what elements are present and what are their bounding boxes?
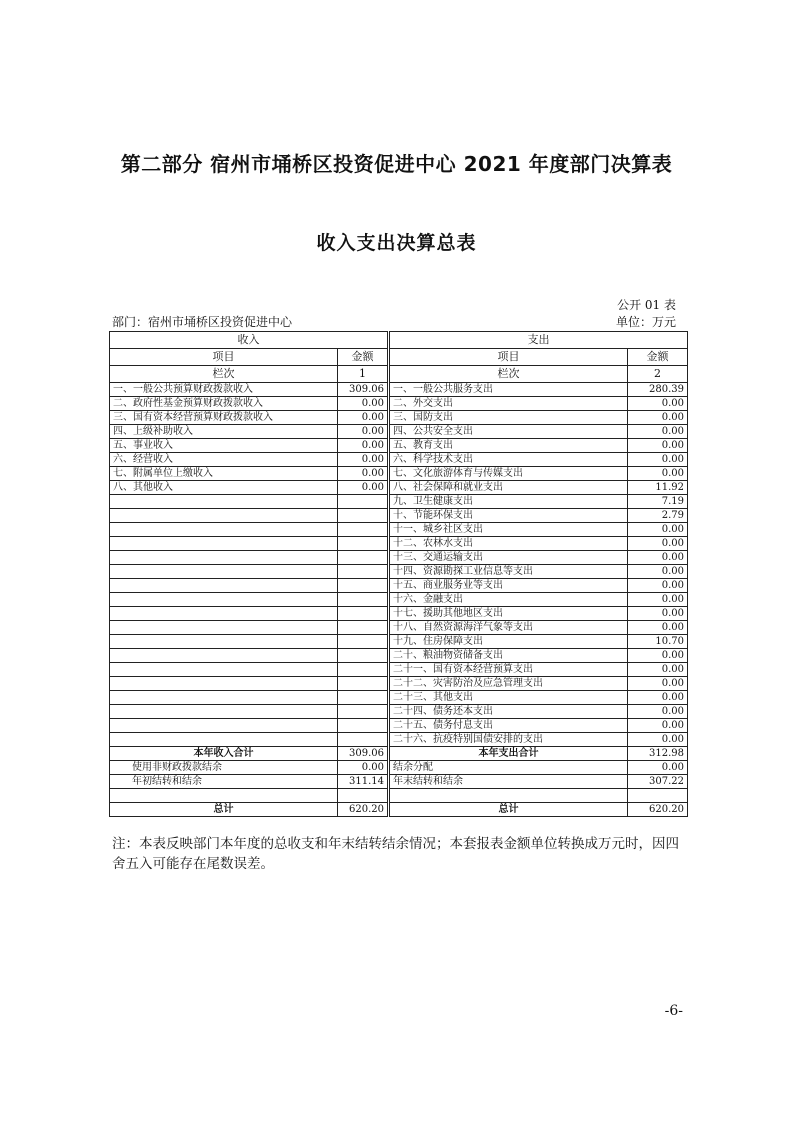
table-row bbox=[110, 705, 688, 719]
expense-total-label: 本年支出合计 bbox=[389, 747, 628, 761]
budget-table bbox=[109, 331, 688, 817]
table-row bbox=[110, 621, 688, 635]
expense-amount: 0.00 bbox=[628, 551, 688, 565]
income-item bbox=[110, 677, 338, 691]
table-row bbox=[110, 411, 688, 425]
table-row bbox=[110, 551, 688, 565]
income-item bbox=[110, 621, 338, 635]
column-label-income: 栏次 bbox=[110, 366, 338, 383]
expense-item: 二十、粮油物资储备支出 bbox=[389, 649, 628, 663]
income-amount bbox=[338, 705, 389, 719]
nonfiscal-label: 使用非财政拨款结余 bbox=[110, 761, 338, 775]
table-row bbox=[110, 565, 688, 579]
expense-amount: 0.00 bbox=[628, 523, 688, 537]
expense-item: 五、教育支出 bbox=[389, 439, 628, 453]
department-label: 部门：宿州市埇桥区投资促进中心 bbox=[112, 315, 293, 329]
income-total-value: 309.06 bbox=[338, 747, 389, 761]
income-amount bbox=[338, 565, 389, 579]
table-row bbox=[110, 509, 688, 523]
income-total-label: 本年收入合计 bbox=[110, 747, 338, 761]
income-item bbox=[110, 537, 338, 551]
income-item bbox=[110, 565, 338, 579]
expense-amount: 0.00 bbox=[628, 397, 688, 411]
expense-amount: 0.00 bbox=[628, 439, 688, 453]
income-amount bbox=[338, 663, 389, 677]
end-balance-value: 307.22 bbox=[628, 775, 688, 789]
page-title: 第二部分 宿州市埇桥区投资促进中心 2021 年度部门决算表 bbox=[120, 152, 673, 176]
expense-item: 十、节能环保支出 bbox=[389, 509, 628, 523]
expense-item: 三、国防支出 bbox=[389, 411, 628, 425]
expense-item: 十六、金融支出 bbox=[389, 593, 628, 607]
expense-item: 二十一、国有资本经营预算支出 bbox=[389, 663, 628, 677]
table-row bbox=[110, 649, 688, 663]
expense-total-value: 312.98 bbox=[628, 747, 688, 761]
income-amount: 0.00 bbox=[338, 425, 389, 439]
income-item: 七、附属单位上缴收入 bbox=[110, 467, 338, 481]
blank-cell bbox=[389, 789, 628, 803]
income-amount bbox=[338, 691, 389, 705]
expense-item: 一、一般公共服务支出 bbox=[389, 383, 628, 397]
column-number-1: 1 bbox=[338, 366, 389, 383]
income-item bbox=[110, 523, 338, 537]
table-row bbox=[110, 663, 688, 677]
column-number-2: 2 bbox=[628, 366, 688, 383]
income-item bbox=[110, 705, 338, 719]
expense-amount: 0.00 bbox=[628, 691, 688, 705]
income-amount: 0.00 bbox=[338, 439, 389, 453]
expense-amount: 0.00 bbox=[628, 537, 688, 551]
expense-item: 十七、援助其他地区支出 bbox=[389, 607, 628, 621]
expense-amount: 0.00 bbox=[628, 649, 688, 663]
expense-amount: 280.39 bbox=[628, 383, 688, 397]
income-amount bbox=[338, 579, 389, 593]
expense-item: 六、科学技术支出 bbox=[389, 453, 628, 467]
income-amount bbox=[338, 677, 389, 691]
table-row bbox=[110, 691, 688, 705]
income-item: 五、事业收入 bbox=[110, 439, 338, 453]
income-amount bbox=[338, 509, 389, 523]
income-amount bbox=[338, 523, 389, 537]
income-grand-total-label: 总计 bbox=[110, 803, 338, 817]
blank-cell bbox=[338, 789, 389, 803]
table-row bbox=[110, 635, 688, 649]
income-amount: 0.00 bbox=[338, 397, 389, 411]
income-amount bbox=[338, 607, 389, 621]
table-row bbox=[110, 537, 688, 551]
table-row bbox=[110, 579, 688, 593]
expense-amount: 10.70 bbox=[628, 635, 688, 649]
begin-balance-value: 311.14 bbox=[338, 775, 389, 789]
expense-amount: 0.00 bbox=[628, 607, 688, 621]
income-item: 三、国有资本经营预算财政拨款收入 bbox=[110, 411, 338, 425]
income-item bbox=[110, 733, 338, 747]
table-row bbox=[110, 495, 688, 509]
expense-item: 十五、商业服务业等支出 bbox=[389, 579, 628, 593]
table-row bbox=[110, 397, 688, 411]
expense-item: 九、卫生健康支出 bbox=[389, 495, 628, 509]
unit-label: 单位：万元 bbox=[615, 315, 676, 329]
income-item bbox=[110, 635, 338, 649]
table-row bbox=[110, 733, 688, 747]
expense-amount: 11.92 bbox=[628, 481, 688, 495]
income-item: 四、上级补助收入 bbox=[110, 425, 338, 439]
income-item bbox=[110, 649, 338, 663]
expense-amount: 0.00 bbox=[628, 565, 688, 579]
income-item bbox=[110, 551, 338, 565]
expense-item: 七、文化旅游体育与传媒支出 bbox=[389, 467, 628, 481]
expense-grand-total-value: 620.20 bbox=[628, 803, 688, 817]
expense-item: 十四、资源勘探工业信息等支出 bbox=[389, 565, 628, 579]
income-amount: 309.06 bbox=[338, 383, 389, 397]
expense-item: 二十五、债务付息支出 bbox=[389, 719, 628, 733]
expense-amount: 0.00 bbox=[628, 705, 688, 719]
expense-item: 二十二、灾害防治及应急管理支出 bbox=[389, 677, 628, 691]
expense-item: 十三、交通运输支出 bbox=[389, 551, 628, 565]
page-number: -6- bbox=[664, 1003, 683, 1019]
blank-cell bbox=[628, 789, 688, 803]
income-item-header: 项目 bbox=[110, 349, 338, 366]
income-header: 收入 bbox=[110, 332, 389, 349]
income-item bbox=[110, 509, 338, 523]
begin-balance-label: 年初结转和结余 bbox=[110, 775, 338, 789]
income-amount: 0.00 bbox=[338, 453, 389, 467]
income-item bbox=[110, 691, 338, 705]
income-amount bbox=[338, 551, 389, 565]
income-item bbox=[110, 663, 338, 677]
expense-item-header: 项目 bbox=[389, 349, 628, 366]
expense-amount: 0.00 bbox=[628, 733, 688, 747]
expense-item: 十一、城乡社区支出 bbox=[389, 523, 628, 537]
expense-amount: 0.00 bbox=[628, 579, 688, 593]
table-row bbox=[110, 593, 688, 607]
table-row bbox=[110, 425, 688, 439]
income-amount bbox=[338, 649, 389, 663]
surplus-distribution-label: 结余分配 bbox=[389, 761, 628, 775]
table-row bbox=[110, 439, 688, 453]
expense-item: 十九、住房保障支出 bbox=[389, 635, 628, 649]
income-amount bbox=[338, 635, 389, 649]
expense-header: 支出 bbox=[389, 332, 688, 349]
income-amount bbox=[338, 495, 389, 509]
table-row bbox=[110, 677, 688, 691]
income-amount: 0.00 bbox=[338, 411, 389, 425]
income-item: 六、经营收入 bbox=[110, 453, 338, 467]
table-row bbox=[110, 467, 688, 481]
income-amount: 0.00 bbox=[338, 481, 389, 495]
expense-item: 十二、农林水支出 bbox=[389, 537, 628, 551]
expense-amount: 0.00 bbox=[628, 663, 688, 677]
income-amount-header: 金额 bbox=[338, 349, 389, 366]
table-row bbox=[110, 481, 688, 495]
income-item bbox=[110, 495, 338, 509]
table-row bbox=[110, 607, 688, 621]
income-amount bbox=[338, 537, 389, 551]
table-row bbox=[110, 523, 688, 537]
expense-amount: 0.00 bbox=[628, 593, 688, 607]
expense-item: 十八、自然资源海洋气象等支出 bbox=[389, 621, 628, 635]
expense-amount: 0.00 bbox=[628, 467, 688, 481]
income-item bbox=[110, 607, 338, 621]
expense-item: 二十三、其他支出 bbox=[389, 691, 628, 705]
expense-item: 二十四、债务还本支出 bbox=[389, 705, 628, 719]
expense-amount-header: 金额 bbox=[628, 349, 688, 366]
expense-item: 二十六、抗疫特别国债安排的支出 bbox=[389, 733, 628, 747]
table-row bbox=[110, 383, 688, 397]
table-number: 公开 01 表 bbox=[617, 298, 676, 312]
expense-amount: 0.00 bbox=[628, 425, 688, 439]
expense-amount: 0.00 bbox=[628, 677, 688, 691]
blank-cell bbox=[110, 789, 338, 803]
column-label-expense: 栏次 bbox=[389, 366, 628, 383]
expense-amount: 0.00 bbox=[628, 411, 688, 425]
nonfiscal-value: 0.00 bbox=[338, 761, 389, 775]
expense-amount: 0.00 bbox=[628, 719, 688, 733]
income-amount: 0.00 bbox=[338, 467, 389, 481]
expense-item: 八、社会保障和就业支出 bbox=[389, 481, 628, 495]
end-balance-label: 年末结转和结余 bbox=[389, 775, 628, 789]
expense-grand-total-label: 总计 bbox=[389, 803, 628, 817]
table-row bbox=[110, 719, 688, 733]
income-item: 二、政府性基金预算财政拨款收入 bbox=[110, 397, 338, 411]
income-amount bbox=[338, 719, 389, 733]
expense-item: 二、外交支出 bbox=[389, 397, 628, 411]
income-amount bbox=[338, 593, 389, 607]
expense-amount: 7.19 bbox=[628, 495, 688, 509]
surplus-distribution-value: 0.00 bbox=[628, 761, 688, 775]
expense-amount: 0.00 bbox=[628, 621, 688, 635]
income-item bbox=[110, 579, 338, 593]
income-item bbox=[110, 593, 338, 607]
expense-item: 四、公共安全支出 bbox=[389, 425, 628, 439]
income-grand-total-value: 620.20 bbox=[338, 803, 389, 817]
income-item: 八、其他收入 bbox=[110, 481, 338, 495]
income-amount bbox=[338, 733, 389, 747]
table-title: 收入支出决算总表 bbox=[316, 232, 477, 254]
income-item: 一、一般公共预算财政拨款收入 bbox=[110, 383, 338, 397]
income-amount bbox=[338, 621, 389, 635]
expense-amount: 0.00 bbox=[628, 453, 688, 467]
income-item bbox=[110, 719, 338, 733]
footnote: 注：本表反映部门本年度的总收支和年末结转结余情况；本套报表金额单位转换成万元时，因四舍五入可能存在尾数误差。 bbox=[112, 836, 679, 872]
expense-amount: 2.79 bbox=[628, 509, 688, 523]
table-row bbox=[110, 453, 688, 467]
